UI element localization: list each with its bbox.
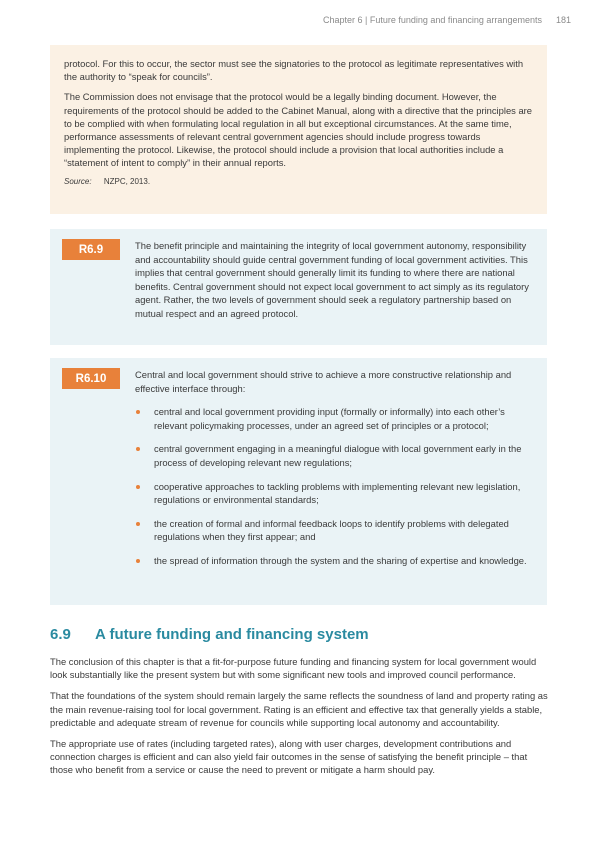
section-heading: [50, 626, 369, 643]
section-body: [50, 655, 550, 785]
page-number: 181: [555, 15, 571, 25]
list-item: cooperative approaches to tackling problems with implementing relevant new legislation, regulations or environmental standards;: [135, 480, 535, 507]
bullet-icon: [136, 410, 140, 414]
source-label: Source:: [64, 176, 92, 186]
bullet-icon: [136, 559, 140, 563]
source-text: NZPC, 2013.: [103, 176, 151, 186]
protocol-box: [50, 45, 547, 214]
recommendation-intro: Central and local government should strive to achieve a more constructive relationship and effective interface through:: [135, 369, 512, 394]
bullet-icon: [136, 485, 140, 489]
recommendation-badge: R6.10: [62, 368, 120, 389]
list-item: central and local government providing input (formally or informally) into each other’s relevant policymaking processes, under an agreed set of principles or a protocol;: [135, 405, 535, 432]
box-paragraph: protocol. For this to occur, the sector must see the signatories to the protocol as legitimate representatives with the authority to “speak for councils”.: [64, 58, 524, 83]
bullet-icon: [136, 522, 140, 526]
bullet-icon: [136, 447, 140, 451]
recommendation-r6-10: [50, 358, 547, 605]
box-source: [64, 177, 533, 186]
recommendation-text: The benefit principle and maintaining the integrity of local government autonomy, responsibility and accountability should guide central government funding of local government activities. This implies that central government should generally limit its funding to where there are national benefits. Central government should not expect local government to act simply as its regulatory agent. Rather, the two levels of government should seek a regulatory partnership based on mutual respect and an agreed protocol.: [135, 240, 529, 319]
list-item: the creation of formal and informal feedback loops to identify problems with delegated regulations when they first appear; and: [135, 517, 535, 544]
body-paragraph: The conclusion of this chapter is that a fit-for-purpose future funding and financing system for local government would look substantially like the present system but with some significant new tools and improved council performance.: [50, 656, 537, 681]
running-header: [323, 15, 571, 25]
list-item: the spread of information through the system and the sharing of expertise and knowledge.: [135, 554, 535, 568]
body-paragraph: That the foundations of the system should remain largely the same reflects the soundness of land and property rating as the main revenue-raising tool for local government. Rating is an efficient and effective tax that generally yields a stable, predictable and adequate stream of revenue for councils while supporting local autonomy and accountability.: [50, 690, 548, 728]
section-title: A future funding and financing system: [95, 626, 369, 643]
section-number: 6.9: [50, 626, 71, 643]
recommendation-r6-9: [50, 229, 547, 345]
recommendation-badge: R6.9: [62, 239, 120, 260]
recommendation-body: [135, 239, 535, 321]
chapter-title: Chapter 6 | Future funding and financing arrangements: [322, 15, 542, 25]
list-item: central government engaging in a meaningful dialogue with local government early in the process of developing relevant new regulations;: [135, 442, 535, 469]
recommendation-list: [135, 405, 535, 567]
box-paragraph: The Commission does not envisage that the protocol would be a legally binding document. However, the requirements of the protocol should be added to the Cabinet Manual, along with a directive that the principles are to be complied with when formulating local regulation in all but exceptional circumstances. At the same time, performance assessments of relevant central government agencies should include progress towards implementing the protocol. Likewise, the protocol should include a provision that local authorities include a “statement of intent to comply” in their annual reports.: [64, 91, 532, 169]
recommendation-body: [135, 368, 535, 568]
body-paragraph: The appropriate use of rates (including targeted rates), along with user charges, development contributions and connection charges is efficient and can also yield fair outcomes in the sense of satisfying the benefit principle – that those who benefit from a service or cause the need to prevent or mitigate a harm should pay.: [50, 738, 528, 776]
